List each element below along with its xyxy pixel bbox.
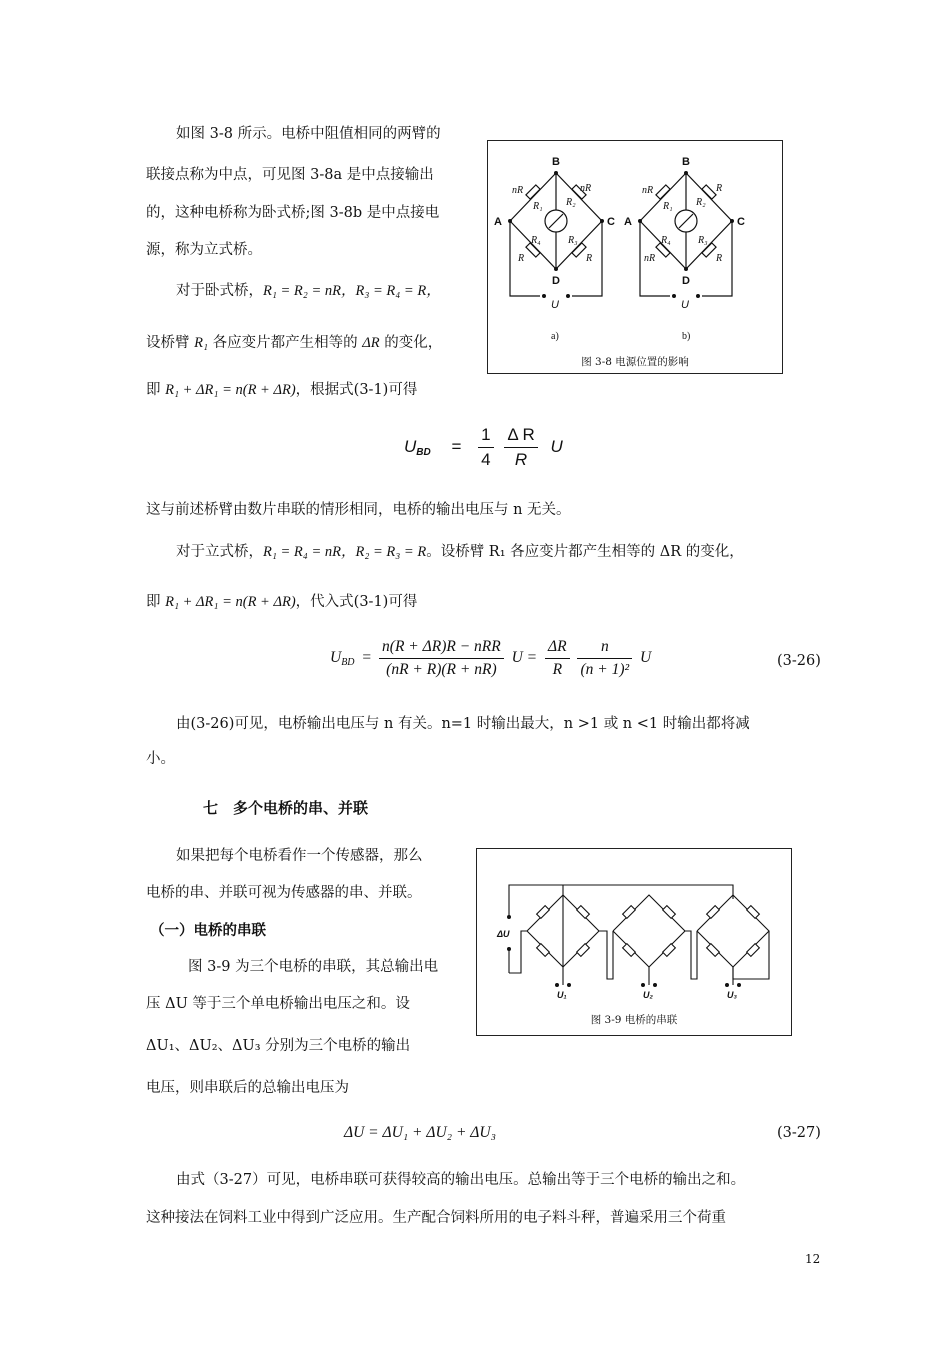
eq1-frac2-num: Δ R (504, 425, 537, 448)
para8-line1: 由式（3-27）可见，电桥串联可获得较高的输出电压。总输出等于三个电桥的输出之和。 (176, 1172, 746, 1188)
para2-line2-math1: R₁ (194, 335, 209, 351)
eq1-lhs-sub: BD (416, 446, 431, 458)
para2-line3-math: R₁ + ΔR₁ = n(R + ΔR) (165, 382, 296, 398)
para2-line3-prefix: 即 (146, 382, 166, 398)
fig38-a-label-r2: nR (580, 183, 592, 194)
para3: 这与前述桥臂由数片串联的情形相同，电桥的输出电压与 n 无关。 (146, 502, 571, 518)
subheading: （一）电桥的串联 (150, 922, 266, 939)
equation-2 (330, 638, 651, 679)
para2-line2-suffix: 的变化， (379, 335, 443, 351)
figure-3-8-caption: 图 3-8 电源位置的影响 (581, 356, 689, 368)
para2-line3 (146, 380, 417, 400)
fig39-u3-label: U₃ (727, 990, 737, 1000)
fig38-a-label-R3: R₃ (568, 235, 578, 246)
eq2-frac2-num: ΔR (545, 638, 570, 659)
fig38-b-node-a: A (624, 216, 632, 228)
para1-line3: 的，这种电桥称为卧式桥;图 3-8b 是中点接电 (146, 205, 440, 221)
fig39-link-12 (599, 931, 613, 979)
para1-line2: 联接点称为中点，可见图 3-8a 是中点接输出 (146, 167, 434, 183)
bridge-b-resistor-1 (656, 185, 670, 199)
eq2-frac3-num: n (577, 638, 632, 659)
fig38-b-label-r1: nR (642, 185, 654, 196)
equation-1 (404, 425, 563, 470)
figure-3-9 (476, 848, 792, 1036)
para2-line2-mid: 各应变片都产生相等的 (208, 335, 363, 351)
figure-3-9-caption: 图 3-9 电桥的串联 (590, 1014, 678, 1026)
eq1-frac1 (478, 425, 493, 470)
section-heading: 七 多个电桥的串、并联 (203, 799, 369, 817)
para4-line1-math: R₁ = R₄ = nR，R₂ = R₃ = R (263, 544, 427, 560)
para4-line1-suffix: 。设桥臂 R₁ 各应变片都产生相等的 ΔR 的变化， (426, 544, 744, 560)
eq1-equals: = (451, 436, 462, 456)
eq2-frac1-num: n(R + ΔR)R − nRR (379, 638, 504, 659)
fig38-b-label-R2: R₂ (696, 197, 706, 208)
eq3-number: (3-27) (777, 1125, 821, 1141)
fig38-a-label-R4: R₄ (531, 235, 541, 246)
para6-line2: 电桥的串、并联可视为传感器的串、并联。 (146, 885, 422, 901)
fig38-b-label-R3: R₃ (698, 235, 708, 246)
para7-line4: 电压，则串联后的总输出电压为 (146, 1080, 349, 1096)
fig38-b-label-r2: R (716, 183, 723, 194)
fig38-b-node-d: D (682, 275, 690, 287)
para2-line3-suffix: ，根据式(3-1)可得 (295, 382, 418, 398)
fig39-u2-label: U₂ (643, 990, 653, 1000)
eq2-frac1 (379, 638, 504, 679)
fig38-a-node-d: D (552, 275, 560, 287)
para5-line1: 由(3-26)可见，电桥输出电压与 n 有关。n=1 时输出最大，n >1 或 n <1 时输出都将减 (176, 716, 750, 732)
fig38-a-label-R1: R₁ (533, 201, 543, 212)
eq2-frac3 (577, 638, 632, 679)
para4-line2 (146, 592, 417, 612)
para2-line1-math: R₁ = R₂ = nR，R₃ = R₄ = R， (263, 283, 441, 299)
fig38-sublabel-b: b) (682, 331, 691, 342)
para4-line2-prefix: 即 (146, 594, 166, 610)
para5-line2: 小。 (146, 751, 175, 767)
fig39-link-23 (685, 931, 697, 979)
fig38-b-node-c: C (737, 216, 745, 228)
para2-line2-prefix: 设桥臂 (146, 335, 195, 351)
eq1-frac1-den: 4 (481, 450, 491, 469)
para7-line2: 压 ΔU 等于三个单电桥输出电压之和。设 (146, 996, 410, 1012)
fig38-b-node-b: B (682, 156, 690, 168)
fig38-a-node-b: B (552, 156, 560, 168)
eq2-lhs-sub: BD (341, 657, 355, 669)
eq2-frac1-den: (nR + R)(R + nR) (386, 661, 497, 678)
fig38-a-label-r4: R (518, 253, 525, 264)
para6-line1: 如果把每个电桥看作一个传感器，那么 (176, 848, 423, 864)
eq2-equals: = (362, 649, 372, 667)
para4-line1-prefix: 对于立式桥， (176, 544, 263, 560)
eq2-frac3-den: (n + 1)² (580, 661, 630, 678)
para2-line2-math2: ΔR (362, 335, 380, 351)
fig38-a-label-r1: nR (512, 185, 524, 196)
fig38-sublabel-a: a) (551, 331, 559, 342)
page-number: 12 (805, 1252, 821, 1266)
figure-3-9-diagram (477, 849, 791, 1035)
eq1-frac2-den: R (514, 450, 528, 469)
bridge-a-supply-left (510, 221, 540, 296)
fig38-b-label-r4: nR (644, 253, 656, 264)
bridge-a-resistor-1 (526, 185, 540, 199)
fig38-b-label-R1: R₁ (663, 201, 673, 212)
para1-line1: 如图 3-8 所示。电桥中阻值相同的两臂的 (176, 126, 441, 142)
eq1-frac2 (504, 425, 537, 470)
eq1-frac1-num: 1 (478, 425, 493, 448)
fig38-a-node-a: A (494, 216, 502, 228)
fig39-u1-label: U₁ (557, 990, 567, 1000)
para4-line2-suffix: ，代入式(3-1)可得 (295, 594, 418, 610)
para2-line1 (176, 281, 441, 301)
figure-3-8 (487, 140, 783, 374)
eq2-frac2-den: R (552, 661, 563, 678)
para4-line1 (176, 542, 744, 562)
equation-3: ΔU = ΔU₁ + ΔU₂ + ΔU₃ (344, 1124, 496, 1141)
eq2-frac2 (545, 638, 570, 679)
fig39-link-left (509, 931, 527, 973)
fig38-a-label-R2: R₂ (566, 197, 576, 208)
eq2-mid: U = (511, 649, 538, 667)
fig38-b-label-R4: R₄ (661, 235, 671, 246)
para8-line2: 这种接法在饲料工业中得到广泛应用。生产配合饲料所用的电子料斗秤，普遍采用三个荷重 (146, 1210, 726, 1226)
para1-line4: 源，称为立式桥。 (146, 242, 262, 258)
para7-line1: 图 3-9 为三个电桥的串联，其总输出电 (188, 959, 439, 975)
figure-3-8-diagram (488, 141, 782, 373)
fig38-a-u: U (551, 299, 559, 311)
fig38-b-label-r3: R (716, 253, 723, 264)
para7-line3: ΔU₁、ΔU₂、ΔU₃ 分别为三个电桥的输出 (146, 1038, 411, 1054)
fig38-a-node-c: C (607, 216, 615, 228)
fig39-bridge-2 (613, 895, 685, 967)
eq1-rhs: U (550, 436, 563, 456)
fig38-a-label-r3: R (586, 253, 593, 264)
fig39-du-label: ΔU (497, 929, 510, 939)
para4-line2-math: R₁ + ΔR₁ = n(R + ΔR) (165, 594, 296, 610)
eq2-number: (3-26) (777, 653, 821, 669)
para2-line1-prefix: 对于卧式桥， (176, 283, 263, 299)
fig39-bridge-3 (697, 895, 769, 967)
eq2-lhs: U (330, 649, 342, 667)
fig38-b-u: U (681, 299, 689, 311)
eq2-rhs: U (640, 649, 652, 667)
eq1-lhs: U (404, 436, 417, 456)
para2-line2 (146, 333, 442, 353)
